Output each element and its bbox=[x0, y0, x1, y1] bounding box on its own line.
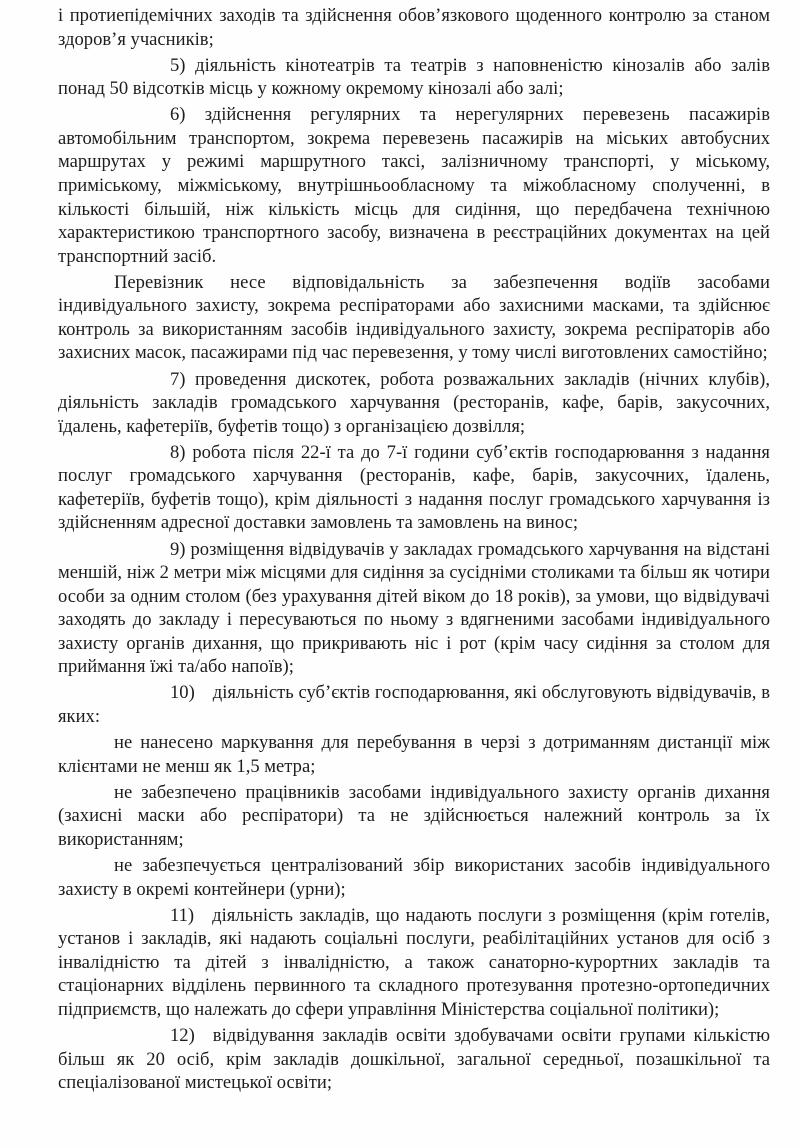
paragraph-continuation: і протиепідемічних заходів та здійснення обов’язкового щоденного контролю за станом здоров’я учасників; bbox=[58, 5, 770, 50]
sub-item-protection: не забезпечено працівників засобами індивідуального захисту органів дихання (захисні маски або респіратори) та не здійснюється належний контроль за їх використанням; bbox=[58, 781, 770, 850]
item-text: робота після 22-ї та до 7-ї години суб’єктів господарювання з надання послуг громадського харчування (ресторанів, кафе, барів, закусочних, їдалень, кафетеріїв, буфетів тощо), крім діяльності з надання послуг громадського харчування із здійсненням адресної доставки замовлень та замовлень на винос; bbox=[58, 441, 770, 534]
list-item-7 bbox=[58, 368, 770, 439]
item-number: 7) bbox=[170, 368, 186, 390]
list-item-8 bbox=[58, 441, 770, 535]
item-number: 9) bbox=[170, 538, 186, 560]
list-item-6 bbox=[58, 103, 770, 268]
item-number: 11) bbox=[170, 904, 195, 926]
item-number: 12) bbox=[170, 1025, 195, 1047]
list-item-10 bbox=[58, 681, 770, 728]
carrier-responsibility-paragraph: Перевізник несе відповідальність за забезпечення водіїв засобами індивідуального захисту, зокрема респіраторами або захисними масками, та здійснює контроль за використанням засобів індивідуального захисту, зокрема респіраторів або захисних масок, пасажирами під час перевезення, у тому числі виготовлених самостійно; bbox=[58, 271, 770, 364]
list-item-12 bbox=[58, 1024, 770, 1095]
item-number: 6) bbox=[170, 104, 186, 126]
item-text: діяльність суб’єктів господарювання, які обслуговують відвідувачів, в яких: bbox=[58, 682, 770, 728]
sub-item-marking: не нанесено маркування для перебування в черзі з дотриманням дистанції між клієнтами не менш як 1,5 метра; bbox=[58, 732, 770, 777]
item-number: 10) bbox=[170, 682, 195, 704]
sub-item-collection: не забезпечується централізований збір використаних засобів індивідуального захисту в окремі контейнери (урни); bbox=[58, 855, 770, 900]
item-text: діяльність закладів, що надають послуги з розміщення (крім готелів, установ і закладів, які надають соціальні послуги, реабілітаційних установ для осіб з інвалідністю та дітей з інвалідністю, а також санаторно-курортних закладів та стаціонарних відділень первинного та складного протезування протезно-ортопедичних підприємств, що належать до сфери управління Міністерства соціальної політики); bbox=[58, 904, 770, 1020]
list-item-11 bbox=[58, 904, 770, 1022]
item-number: 5) bbox=[170, 54, 186, 76]
document-body bbox=[58, 4, 770, 1097]
list-item-9 bbox=[58, 538, 770, 679]
item-text: відвідування закладів освіти здобувачами освіти групами кількістю більш як 20 осіб, крім закладів дошкільної, загальної середньої, позашкільної та спеціалізованої мистецької освіти; bbox=[58, 1025, 770, 1094]
item-text: проведення дискотек, робота розважальних закладів (нічних клубів), діяльність закладів громадського харчування (ресторанів, кафе, барів, закусочних, їдалень, кафетеріїв, буфетів тощо) з організацією дозвілля; bbox=[58, 368, 770, 437]
item-text: здійснення регулярних та нерегулярних перевезень пасажирів автомобільним транспортом, зокрема перевезень пасажирів на міських автобусних маршрутах у режимі маршрутного таксі, залізничному транспорті, у міському, приміському, міжміському, внутрішньообласному та міжобласному сполученні, в кількості більшій, ніж кількість місць для сидіння, що передбачена технічною характеристикою транспортного засобу, визначена в реєстраційних документах на цей транспортний засіб. bbox=[58, 104, 770, 267]
item-text: діяльність кінотеатрів та театрів з наповненістю кінозалів або залів понад 50 відсотків місць у кожному окремому кінозалі або залі; bbox=[58, 54, 770, 100]
list-item-5 bbox=[58, 54, 770, 101]
item-text: розміщення відвідувачів у закладах громадського харчування на відстані меншій, ніж 2 метри між місцями для сидіння за сусідніми столиками та більш як чотири особи за одним столом (без урахування дітей віком до 18 років), за умови, що відвідувачі заходять до закладу і пересуваються по ньому з вдягненими засобами індивідуального захисту органів дихання, що прикривають ніс і рот (крім часу сидіння за столом для приймання їжі та/або напоїв); bbox=[58, 538, 770, 678]
item-number: 8) bbox=[170, 441, 186, 463]
